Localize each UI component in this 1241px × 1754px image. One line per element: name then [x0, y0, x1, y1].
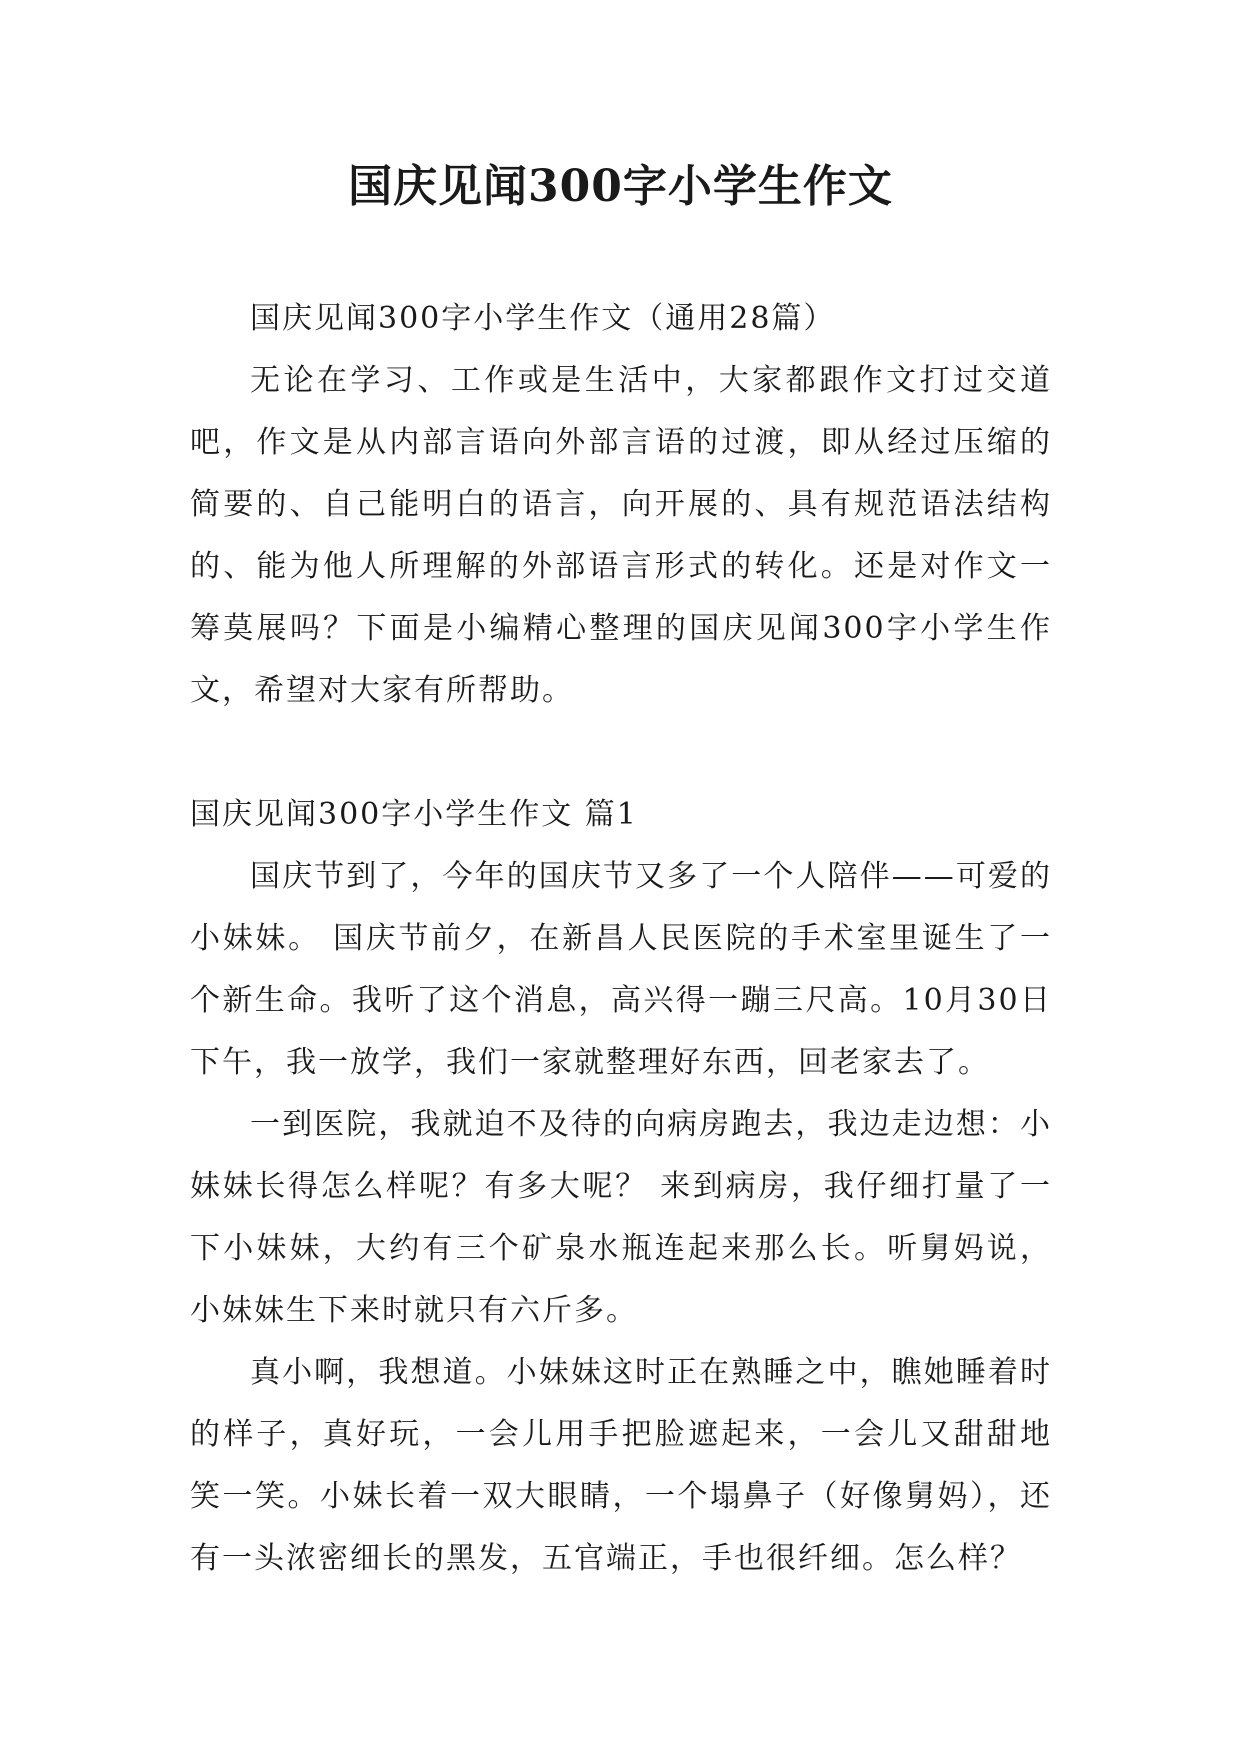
body-paragraph: 国庆节到了，今年的国庆节又多了一个人陪伴——可爱的小妹妹。 国庆节前夕，在新昌人民医院的手术室里诞生了一个新生命。我听了这个消息，高兴得一蹦三尺高。10月30日下午，我一放学，我们一家就整理好东西，回老家去了。 — [190, 859, 1052, 1080]
body-paragraph: 一到医院，我就迫不及待的向病房跑去，我边走边想：小妹妹长得怎么样呢？有多大呢？ 来到病房，我仔细打量了一下小妹妹，大约有三个矿泉水瓶连起来那么长。听舅妈说，小妹妹生下来时就只有六斤多。 — [190, 1107, 1052, 1328]
document-body — [190, 288, 1052, 1590]
section-heading: 国庆见闻300字小学生作文 篇1 — [190, 797, 638, 832]
document-subtitle: 国庆见闻300字小学生作文（通用28篇） — [250, 301, 836, 336]
body-paragraph: 真小啊，我想道。小妹妹这时正在熟睡之中，瞧她睡着时的样子，真好玩，一会儿用手把脸遮起来，一会儿又甜甜地笑一笑。小妹长着一双大眼睛，一个塌鼻子（好像舅妈），还有一头浓密细长的黑发，五官端正，手也很纤细。怎么样？ — [190, 1355, 1052, 1576]
document-title: 国庆见闻300字小学生作文 — [348, 161, 893, 212]
intro-paragraph: 无论在学习、工作或是生活中，大家都跟作文打过交道吧，作文是从内部言语向外部言语的过渡，即从经过压缩的简要的、自己能明白的语言，向开展的、具有规范语法结构的、能为他人所理解的外部语言形式的转化。还是对作文一筹莫展吗？下面是小编精心整理的国庆见闻300字小学生作文，希望对大家有所帮助。 — [190, 363, 1052, 708]
